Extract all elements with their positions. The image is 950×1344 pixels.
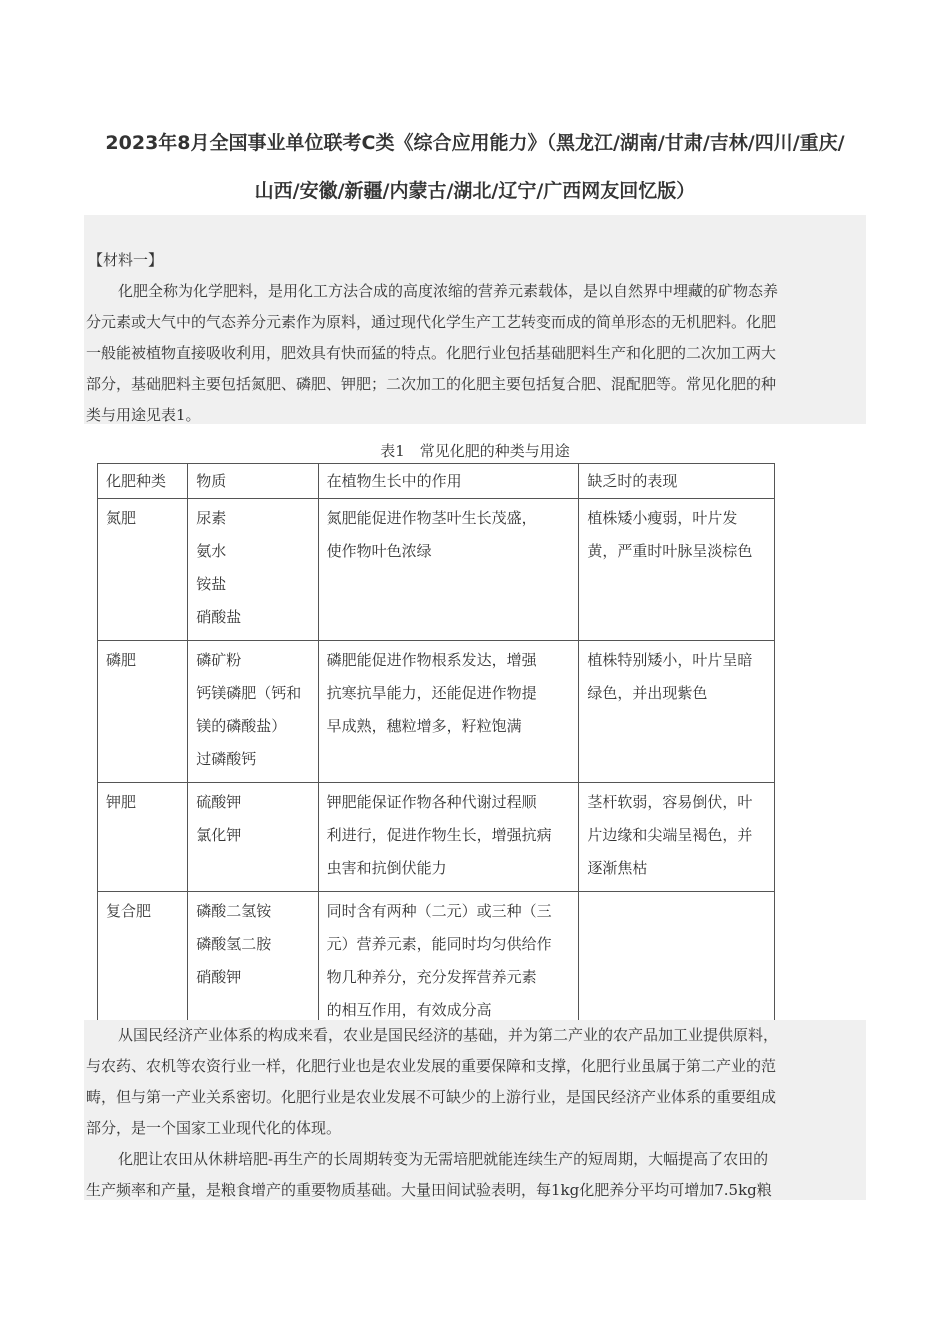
paragraph-line: 化肥让农田从休耕培肥-再生产的长周期转变为无需培肥就能连续生产的短周期，大幅提高了农田的 (118, 1150, 769, 1168)
body-text-block (84, 1020, 866, 1200)
effect-line: 物几种养分，充分发挥营养元素 (326, 968, 537, 986)
material-one-block (84, 215, 866, 424)
effect-line: 利进行，促进作物生长，增强抗病 (326, 826, 552, 844)
paragraph-line: 与农药、农机等农资行业一样，化肥行业也是农业发展的重要保障和支撑，化肥行业虽属于第二产业的范 (86, 1057, 777, 1075)
effect-line: 磷肥能促进作物根系发达，增强 (326, 651, 537, 669)
deficiency-line: 黄，严重时叶脉呈淡棕色 (587, 542, 753, 560)
paragraph-line: 从国民经济产业体系的构成来看，农业是国民经济的基础，并为第二产业的农产品加工业提供原料， (118, 1026, 779, 1044)
deficiency-line: 片边缘和尖端呈褐色，并 (587, 826, 753, 844)
deficiency-line: 植株特别矮小，叶片呈暗 (587, 651, 753, 669)
paragraph-economy (84, 1020, 870, 1144)
substance-cell (188, 783, 318, 892)
effect-cell (318, 641, 579, 783)
header-cell: 缺乏时的表现 (579, 464, 775, 499)
deficiency-line: 植株矮小瘦弱，叶片发 (587, 509, 738, 527)
paragraph-line: 类与用途见表1。 (86, 406, 201, 424)
paragraph-line: 部分，基础肥料主要包括氮肥、磷肥、钾肥；二次加工的化肥主要包括复合肥、混配肥等。常见化肥的种 (86, 375, 777, 393)
substance-item: 铵盐 (196, 575, 227, 593)
substance-cell (188, 499, 318, 641)
paragraph-line: 畴，但与第一产业关系密切。化肥行业是农业发展不可缺少的上游行业，是国民经济产业体系的重要组成 (86, 1088, 777, 1106)
effect-line: 元）营养元素，能同时均匀供给作 (326, 935, 552, 953)
document-title-line-1: 2023年8月全国事业单位联考C类《综合应用能力》（黑龙江/湖南/甘肃/吉林/四川/重庆/ (105, 132, 845, 154)
paragraph-line: 分元素或大气中的气态养分元素作为原料，通过现代化学生产工艺转变而成的简单形态的无机肥料。化肥 (86, 313, 777, 331)
substance-item: 尿素 (196, 509, 227, 527)
substance-item: 氯化钾 (196, 826, 242, 844)
effect-line: 早成熟，穗粒增多，籽粒饱满 (326, 717, 522, 735)
deficiency-line: 茎杆软弱，容易倒伏，叶 (587, 793, 753, 811)
effect-cell (318, 892, 579, 1034)
effect-cell (318, 499, 579, 641)
effect-line: 虫害和抗倒伏能力 (326, 859, 447, 877)
paragraph-line: 部分，是一个国家工业现代化的体现。 (86, 1119, 342, 1137)
substance-cell (188, 641, 318, 783)
substance-item: 磷酸氢二胺 (196, 935, 272, 953)
substance-item: 氨水 (196, 542, 227, 560)
effect-line: 钾肥能保证作物各种代谢过程顺 (326, 793, 537, 811)
substance-item: 磷酸二氢铵 (196, 902, 272, 920)
deficiency-cell (579, 892, 775, 1034)
type-cell: 磷肥 (98, 641, 188, 783)
table-row (98, 783, 775, 892)
type-cell: 钾肥 (98, 783, 188, 892)
table-header-row (98, 464, 775, 499)
substance-item: 镁的磷酸盐） (196, 717, 287, 735)
material-one-label: 【材料一】 (88, 251, 164, 269)
paragraph-line: 一般能被植物直接吸收利用，肥效具有快而猛的特点。化肥行业包括基础肥料生产和化肥的二次加工两大 (86, 344, 777, 362)
header-cell: 在植物生长中的作用 (318, 464, 579, 499)
effect-line: 的相互作用，有效成分高 (326, 1001, 492, 1019)
effect-line: 氮肥能促进作物茎叶生长茂盛， (326, 509, 537, 527)
type-cell: 复合肥 (98, 892, 188, 1034)
substance-item: 过磷酸钙 (196, 750, 257, 768)
type-cell: 氮肥 (98, 499, 188, 641)
deficiency-line: 逐渐焦枯 (587, 859, 648, 877)
paragraph-line: 生产频率和产量，是粮食增产的重要物质基础。大量田间试验表明，每1kg化肥养分平均可增加7.5kg粮 (86, 1181, 772, 1199)
deficiency-line: 绿色，并出现紫色 (587, 684, 708, 702)
document-title-line-2: 山西/安徽/新疆/内蒙古/湖北/辽宁/广西网友回忆版） (254, 180, 696, 202)
deficiency-cell (579, 499, 775, 641)
header-cell: 物质 (188, 464, 318, 499)
deficiency-cell (579, 641, 775, 783)
substance-cell (188, 892, 318, 1034)
fertilizer-table (97, 463, 775, 1034)
material-one-paragraph (84, 276, 870, 431)
paragraph-line: 化肥全称为化学肥料，是用化工方法合成的高度浓缩的营养元素载体，是以自然界中埋藏的矿物态养 (118, 282, 779, 300)
table-row (98, 499, 775, 641)
table-caption: 表1 常见化肥的种类与用途 (380, 442, 570, 460)
header-cell: 化肥种类 (98, 464, 188, 499)
effect-line: 同时含有两种（二元）或三种（三 (326, 902, 552, 920)
deficiency-cell (579, 783, 775, 892)
table-row (98, 641, 775, 783)
effect-cell (318, 783, 579, 892)
table-row (98, 892, 775, 1034)
effect-line: 使作物叶色浓绿 (326, 542, 432, 560)
substance-item: 钙镁磷肥（钙和 (196, 684, 302, 702)
substance-item: 磷矿粉 (196, 651, 242, 669)
substance-item: 硫酸钾 (196, 793, 242, 811)
substance-item: 硝酸盐 (196, 608, 242, 626)
paragraph-yield (84, 1144, 870, 1206)
substance-item: 硝酸钾 (196, 968, 242, 986)
effect-line: 抗寒抗旱能力，还能促进作物提 (326, 684, 537, 702)
